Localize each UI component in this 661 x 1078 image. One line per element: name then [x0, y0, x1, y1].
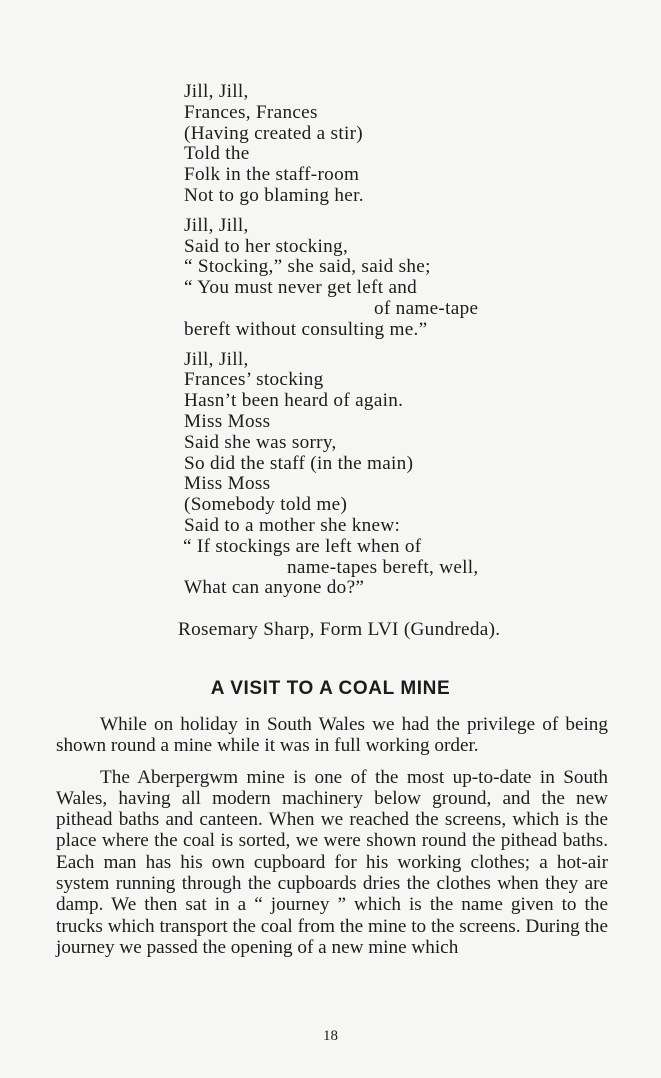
poem-line: Miss Moss: [184, 410, 271, 432]
poem-line: name-tapes bereft, well,: [287, 556, 479, 578]
poem-stanza-2: [184, 216, 604, 341]
poem-line: Jill, Jill,: [184, 348, 249, 370]
poem-attribution: Rosemary Sharp, Form LVI (Gundreda).: [178, 619, 501, 640]
poem-line: Jill, Jill,: [184, 214, 249, 236]
poem-line: Frances, Frances: [184, 101, 318, 123]
poem-line: Said she was sorry,: [184, 431, 337, 453]
poem-line: (Somebody told me): [184, 494, 348, 516]
article-paragraph: The Aberpergwm mine is one of the most up-to-date in South Wales, having all modern machinery below ground, and the new pithead baths and canteen. When we reached the screens, which is the place where the coal is sorted, we were shown round the pithead baths. Each man has his own cupboard for his working clothes; a hot-air system running through the cupboards dries the clothes when they are damp. We then sat in a “ journey ” which is the name given to the trucks which transport the coal from the mine to the screens. During the journey we passed the opening of a new mine which: [56, 766, 608, 958]
poem-line: Told the: [184, 143, 250, 165]
article-body: [56, 714, 608, 968]
poem-stanza-1: [184, 82, 604, 207]
poem-line: Miss Moss: [184, 473, 271, 495]
poem-line: “ If stockings are left when of: [183, 535, 422, 557]
poem-line: So did the staff (in the main): [184, 452, 414, 474]
poem-line: “ You must never get left and: [184, 277, 418, 299]
poem-line: Folk in the staff-room: [184, 164, 360, 186]
poem-line: “ Stocking,” she said, said she;: [184, 256, 431, 278]
poem-line: Said to her stocking,: [184, 235, 349, 257]
poem-line: Hasn’t been heard of again.: [184, 390, 404, 412]
poem-stanza-3: [184, 350, 604, 600]
poem-line: Frances’ stocking: [184, 369, 324, 391]
page-number: 18: [323, 1028, 338, 1044]
poem-line: Jill, Jill,: [184, 81, 249, 102]
poem-line: Said to a mother she knew:: [184, 514, 401, 536]
poem-line: Not to go blaming her.: [184, 184, 364, 206]
poem-line: (Having created a stir): [184, 122, 363, 144]
poem-line: of name-tape: [374, 297, 479, 319]
article-title: A VISIT TO A COAL MINE: [210, 678, 451, 699]
poem: [184, 82, 604, 608]
poem-line: What can anyone do?”: [184, 577, 365, 599]
poem-line: bereft without consulting me.”: [184, 318, 428, 340]
article-paragraph: While on holiday in South Wales we had the privilege of being shown round a mine while it was in full working order.: [56, 714, 608, 757]
